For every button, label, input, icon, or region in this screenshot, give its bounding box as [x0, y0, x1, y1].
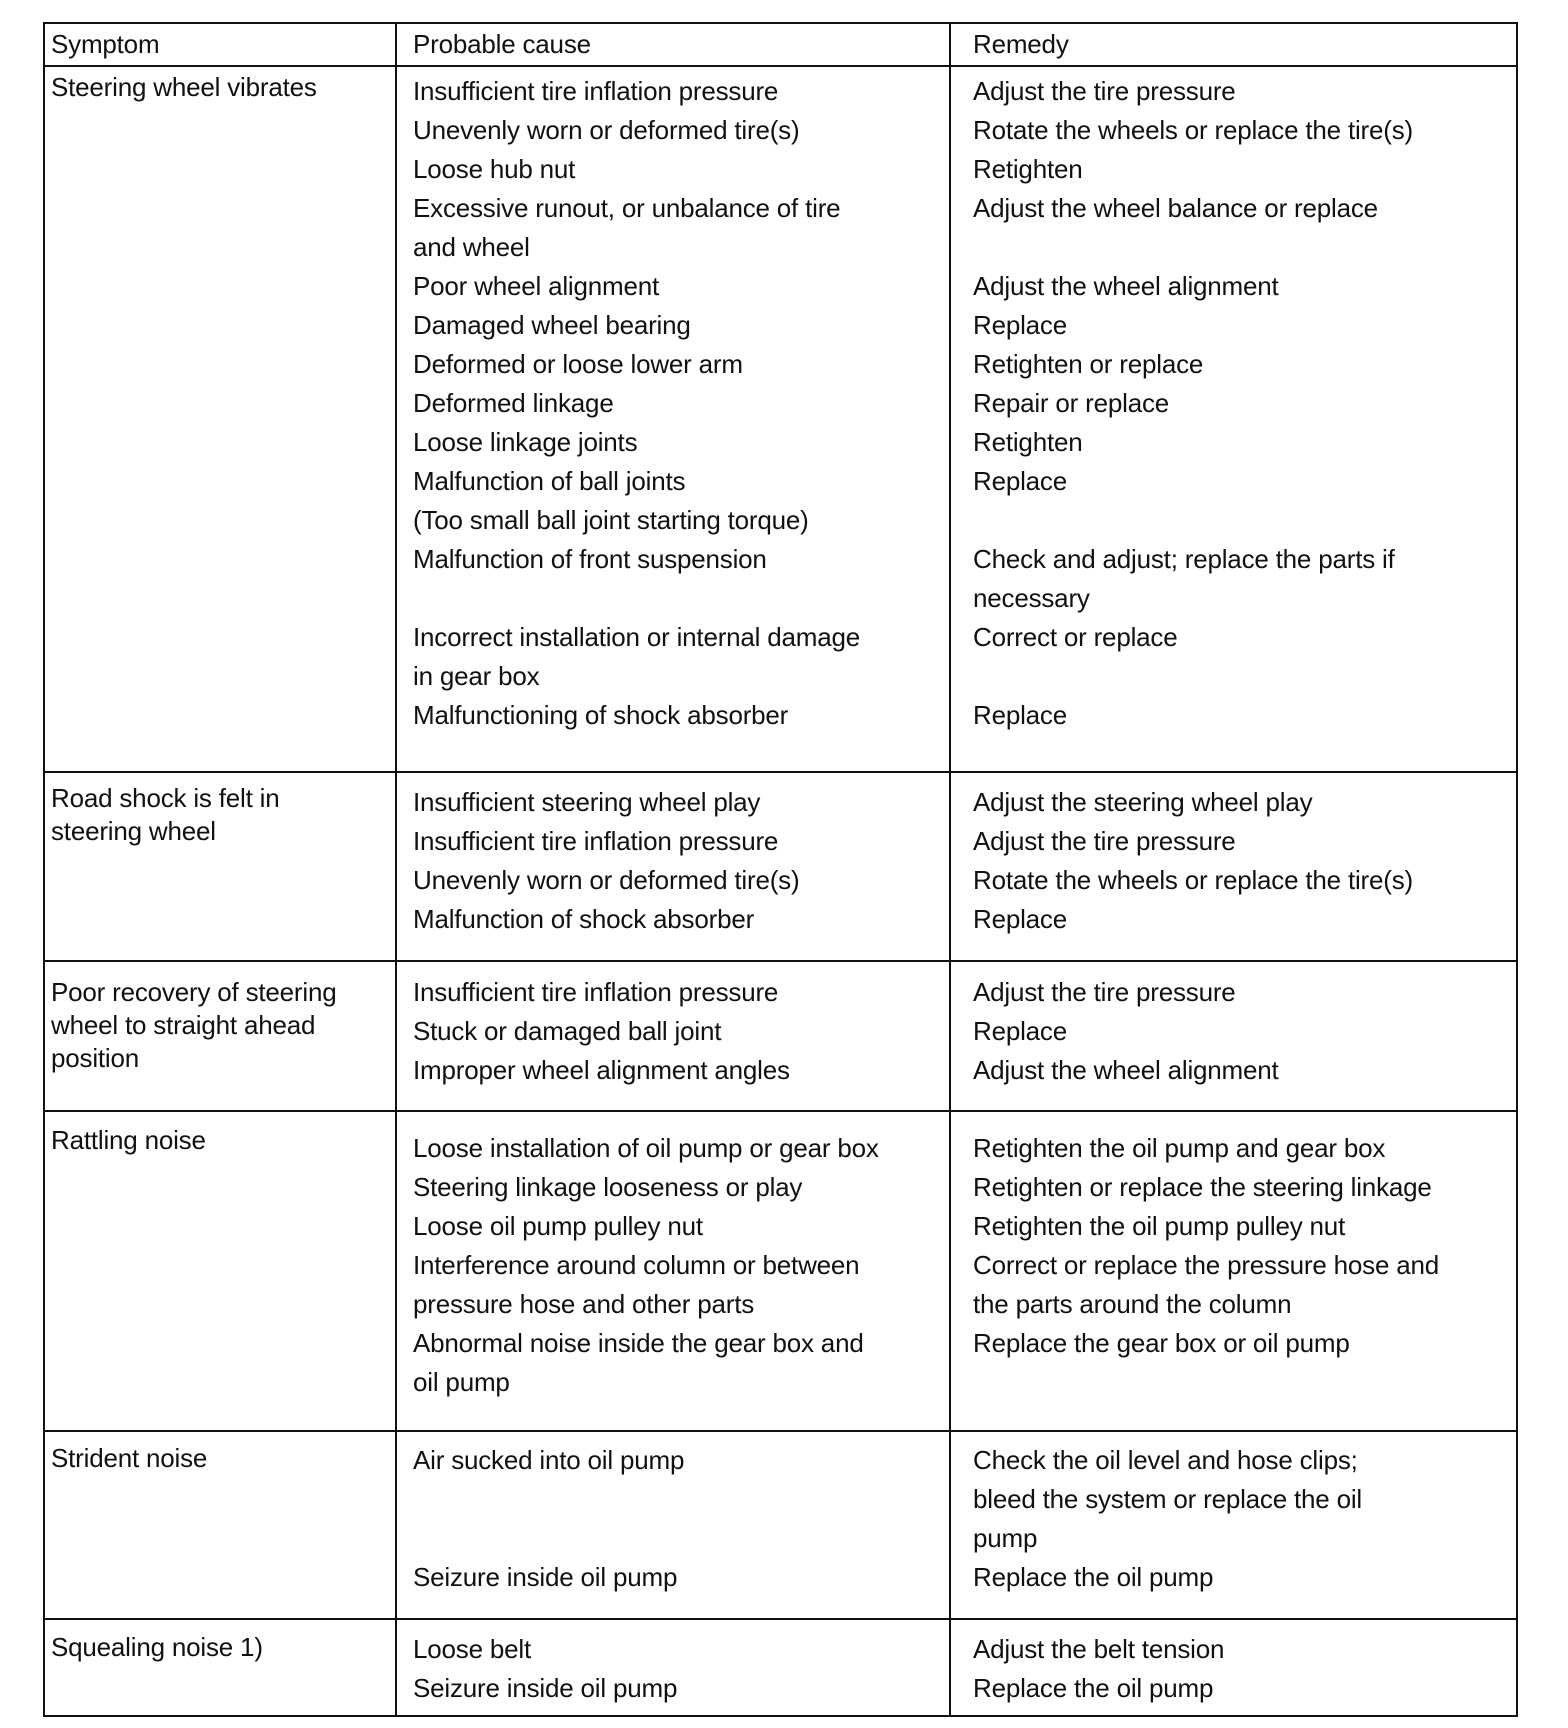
- cause-text: Seizure inside oil pump: [413, 1673, 678, 1703]
- remedy-text: Replace the oil pump: [973, 1673, 1214, 1703]
- symptom-text: Squealing noise 1): [51, 1632, 263, 1662]
- remedy-text: Repair or replace: [973, 388, 1170, 418]
- cause-text: Steering linkage looseness or play: [413, 1172, 803, 1202]
- cause-text: in gear box: [413, 661, 540, 691]
- cause-text: Loose oil pump pulley nut: [413, 1211, 703, 1241]
- remedy-text: Check and adjust; replace the parts if: [973, 544, 1395, 574]
- cause-text: Malfunction of front suspension: [413, 544, 767, 574]
- cause-text: Unevenly worn or deformed tire(s): [413, 115, 800, 145]
- cause-text: Unevenly worn or deformed tire(s): [413, 865, 800, 895]
- remedy-text: Replace: [973, 904, 1067, 934]
- cause-text: Insufficient tire inflation pressure: [413, 826, 779, 856]
- cause-text: Malfunction of ball joints: [413, 466, 686, 496]
- table-row: [45, 773, 1516, 962]
- cause-cell: [397, 1112, 951, 1430]
- cause-text: and wheel: [413, 232, 530, 262]
- table-header-row: [45, 24, 1516, 67]
- remedy-text: Adjust the tire pressure: [973, 76, 1236, 106]
- remedy-text: Adjust the steering wheel play: [973, 787, 1313, 817]
- remedy-text: Replace: [973, 1016, 1067, 1046]
- cause-cell: [397, 1432, 951, 1618]
- remedy-text: Adjust the belt tension: [973, 1634, 1225, 1664]
- cause-text: Malfunctioning of shock absorber: [413, 700, 789, 730]
- remedy-cell: [951, 67, 1516, 771]
- cause-text: pressure hose and other parts: [413, 1289, 755, 1319]
- remedy-text: bleed the system or replace the oil: [973, 1484, 1362, 1514]
- remedy-text: the parts around the column: [973, 1289, 1292, 1319]
- cause-cell: [397, 773, 951, 960]
- cause-text: Loose belt: [413, 1634, 531, 1664]
- remedy-cell: [951, 1112, 1516, 1430]
- header-remedy: Remedy: [973, 29, 1069, 59]
- cause-text: Damaged wheel bearing: [413, 310, 691, 340]
- cause-text: Insufficient steering wheel play: [413, 787, 761, 817]
- remedy-text: Adjust the wheel balance or replace: [973, 193, 1378, 223]
- remedy-text: Adjust the tire pressure: [973, 826, 1236, 856]
- cause-text: Deformed linkage: [413, 388, 614, 418]
- remedy-cell: [951, 962, 1516, 1110]
- remedy-text: Rotate the wheels or replace the tire(s): [973, 865, 1413, 895]
- cause-text: Deformed or loose lower arm: [413, 349, 743, 379]
- symptom-cell: [45, 67, 397, 771]
- symptom-text: Road shock is felt in: [51, 783, 280, 813]
- remedy-text: Rotate the wheels or replace the tire(s): [973, 115, 1413, 145]
- troubleshooting-table: [43, 22, 1518, 1717]
- remedy-cell: [951, 1620, 1516, 1715]
- cause-text: Stuck or damaged ball joint: [413, 1016, 722, 1046]
- remedy-text: Retighten: [973, 427, 1083, 457]
- remedy-text: necessary: [973, 583, 1090, 613]
- header-cell-symptom: [45, 24, 397, 65]
- symptom-text: Strident noise: [51, 1443, 208, 1473]
- symptom-text: Poor recovery of steering: [51, 977, 337, 1007]
- header-probable-cause: Probable cause: [413, 29, 591, 59]
- table-row: [45, 962, 1516, 1112]
- cause-text: Poor wheel alignment: [413, 271, 660, 301]
- cause-text: Air sucked into oil pump: [413, 1445, 685, 1475]
- symptom-cell: [45, 773, 397, 960]
- symptom-cell: [45, 962, 397, 1110]
- remedy-text: pump: [973, 1523, 1038, 1553]
- cause-text: Insufficient tire inflation pressure: [413, 76, 779, 106]
- remedy-text: Check the oil level and hose clips;: [973, 1445, 1358, 1475]
- symptom-text: wheel to straight ahead: [51, 1010, 316, 1040]
- cause-text: Loose installation of oil pump or gear box: [413, 1133, 879, 1163]
- remedy-text: Correct or replace the pressure hose and: [973, 1250, 1440, 1280]
- cause-cell: [397, 962, 951, 1110]
- table-row: [45, 1620, 1516, 1715]
- table-row: [45, 1112, 1516, 1432]
- remedy-text: Correct or replace: [973, 622, 1178, 652]
- symptom-cell: [45, 1112, 397, 1430]
- remedy-text: Replace the gear box or oil pump: [973, 1328, 1350, 1358]
- cause-text: Loose linkage joints: [413, 427, 638, 457]
- symptom-cell: [45, 1620, 397, 1715]
- header-cell-remedy: [951, 24, 1516, 65]
- remedy-text: Retighten: [973, 154, 1083, 184]
- symptom-cell: [45, 1432, 397, 1618]
- remedy-text: Adjust the wheel alignment: [973, 1055, 1279, 1085]
- table-row: [45, 1432, 1516, 1620]
- remedy-text: Adjust the wheel alignment: [973, 271, 1279, 301]
- remedy-text: Retighten or replace: [973, 349, 1204, 379]
- symptom-text: position: [51, 1043, 140, 1073]
- cause-text: Seizure inside oil pump: [413, 1562, 678, 1592]
- remedy-text: Retighten or replace the steering linkage: [973, 1172, 1432, 1202]
- symptom-text: Rattling noise: [51, 1125, 206, 1155]
- cause-text: Abnormal noise inside the gear box and: [413, 1328, 864, 1358]
- cause-text: (Too small ball joint starting torque): [413, 505, 809, 535]
- table-row: [45, 67, 1516, 773]
- cause-cell: [397, 67, 951, 771]
- header-symptom: Symptom: [51, 29, 160, 59]
- symptom-text: Steering wheel vibrates: [51, 72, 317, 102]
- remedy-text: Replace: [973, 700, 1067, 730]
- remedy-text: Replace: [973, 310, 1067, 340]
- remedy-text: Replace: [973, 466, 1067, 496]
- cause-text: Loose hub nut: [413, 154, 576, 184]
- remedy-cell: [951, 773, 1516, 960]
- header-cell-cause: [397, 24, 951, 65]
- remedy-text: Retighten the oil pump and gear box: [973, 1133, 1386, 1163]
- remedy-text: Retighten the oil pump pulley nut: [973, 1211, 1346, 1241]
- cause-text: oil pump: [413, 1367, 510, 1397]
- cause-text: Malfunction of shock absorber: [413, 904, 755, 934]
- cause-cell: [397, 1620, 951, 1715]
- cause-text: Interference around column or between: [413, 1250, 860, 1280]
- cause-text: Improper wheel alignment angles: [413, 1055, 790, 1085]
- cause-text: Incorrect installation or internal damage: [413, 622, 861, 652]
- remedy-cell: [951, 1432, 1516, 1618]
- remedy-text: Adjust the tire pressure: [973, 977, 1236, 1007]
- remedy-text: Replace the oil pump: [973, 1562, 1214, 1592]
- cause-text: Excessive runout, or unbalance of tire: [413, 193, 841, 223]
- symptom-text: steering wheel: [51, 816, 216, 846]
- cause-text: Insufficient tire inflation pressure: [413, 977, 779, 1007]
